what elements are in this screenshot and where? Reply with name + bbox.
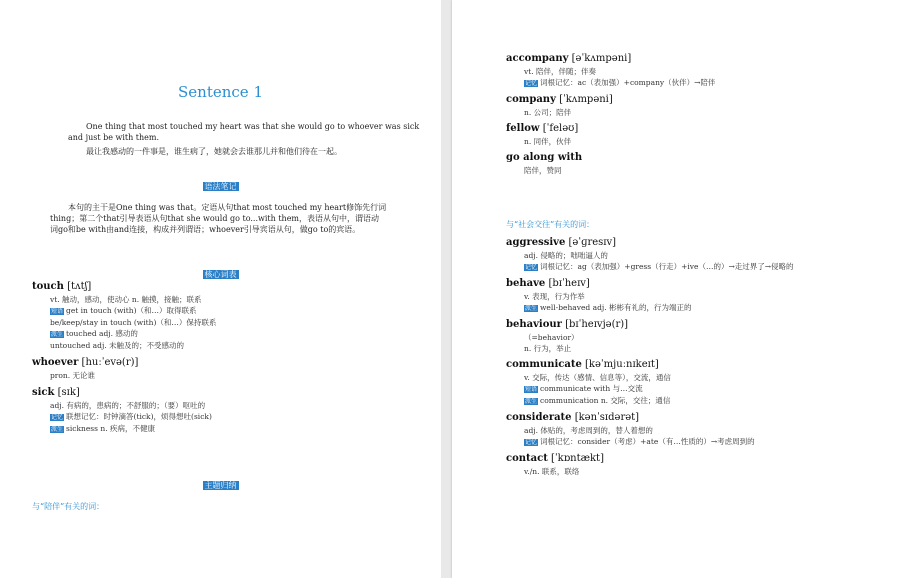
entry-line <box>32 317 432 328</box>
entry-phonetic: [huːˈevə(r)] <box>78 357 139 368</box>
entry-tag: 派生 <box>51 331 64 338</box>
left-page <box>0 0 441 578</box>
entry-text: n. 同伴，伙伴 <box>524 137 572 146</box>
entry-tag: 短语 <box>51 308 64 315</box>
vocab-entry <box>506 151 891 176</box>
entry-phonetic: [əˈkʌmpəni] <box>568 53 632 64</box>
entry-line <box>506 66 891 77</box>
entry-phonetic: [ˈkʌmpəni] <box>555 94 613 105</box>
entry-tag: 记忆 <box>525 439 538 446</box>
entry-text: be/keep/stay in touch (with)（和…）保持联系 <box>50 318 217 327</box>
entry-text: vt. 触动，感动，使动心 n. 触摸，接触；联系 <box>50 295 202 304</box>
entry-text: 联想记忆：时钟滴答(tick)，烦得想吐(sick) <box>66 412 212 421</box>
vocab-entry <box>506 93 891 118</box>
entry-text: adj. 体贴的，考虑周到的，替人着想的 <box>524 426 653 435</box>
entry-text: v. 交际，传达（感情、信息等），交流，通信 <box>524 373 671 382</box>
entry-text: touched adj. 感动的 <box>66 329 138 338</box>
entry-line <box>506 291 891 302</box>
entry-word: aggressive <box>506 237 566 248</box>
sentence-en-line2: and just be with them. <box>68 133 160 142</box>
entry-phonetic: [sɪk] <box>54 387 80 398</box>
page-gap <box>441 0 452 578</box>
entry-text: sickness n. 疾病，不健康 <box>66 424 155 433</box>
entry-text: adj. 有病的，患病的；不舒服的；（要）呕吐的 <box>50 401 206 410</box>
right-entry-list <box>506 52 891 180</box>
entry-headword <box>32 280 432 294</box>
entry-line <box>506 332 891 343</box>
entry-text: adj. 侵略的；咄咄逼人的 <box>524 251 608 260</box>
entry-line <box>506 372 891 383</box>
entry-tag: 派生 <box>525 305 538 312</box>
entry-line <box>506 261 891 273</box>
entry-line <box>506 343 891 354</box>
entry-headword <box>506 411 891 425</box>
vocab-entry <box>506 122 891 147</box>
entry-text: pron. 无论谁 <box>50 371 95 380</box>
entry-headword <box>32 386 432 400</box>
entry-text: 词根记忆：ac（表加强）+company（伙伴）→陪伴 <box>540 78 716 87</box>
entry-line <box>506 77 891 89</box>
vocab-entry <box>32 356 432 381</box>
entry-line <box>506 436 891 448</box>
entry-word: fellow <box>506 123 540 134</box>
entry-headword <box>506 318 891 332</box>
grammar-line2: thing；第二个that引导表语从句that she would go to...with them，表语从句中，谓语动 <box>50 214 380 223</box>
entry-tag: 短语 <box>525 386 538 393</box>
entry-headword <box>506 52 891 66</box>
grammar-line1: 本句的主干是One thing was that。定语从句that most touched my heart修饰先行词 <box>68 203 387 212</box>
entry-headword <box>506 358 891 372</box>
entry-line <box>32 370 432 381</box>
entry-text: （=behavior） <box>524 333 579 342</box>
entry-headword <box>506 122 891 136</box>
vocab-entry <box>506 277 891 314</box>
entry-word: whoever <box>32 357 79 368</box>
entry-phonetic: [əˈɡresɪv] <box>565 237 617 248</box>
entry-text: v./n. 联系，联络 <box>524 467 580 476</box>
entry-line <box>32 328 432 340</box>
entry-word: communicate <box>506 359 582 370</box>
vocab-entry <box>506 411 891 448</box>
sentence-zh: 最让我感动的一件事是，谁生病了，她就会去谁那儿并和他们待在一起。 <box>86 147 342 156</box>
entry-phonetic: [kəˈmjuːnɪkeɪt] <box>581 359 659 370</box>
entry-word: company <box>506 94 556 105</box>
entry-tag: 记忆 <box>525 264 538 271</box>
entry-phonetic: [tʌtʃ] <box>63 281 92 292</box>
entry-tag: 派生 <box>525 398 538 405</box>
entry-text: well-behaved adj. 彬彬有礼的，行为端正的 <box>540 303 692 312</box>
entry-text: 词根记忆：consider（考虑）+ate（有…性质的）→考虑周到的 <box>540 437 755 446</box>
core-heading: 核心词表 <box>204 270 237 279</box>
entry-line <box>506 107 891 118</box>
entry-line <box>506 466 891 477</box>
entry-line <box>506 383 891 395</box>
entry-headword <box>506 236 891 250</box>
entry-word: behave <box>506 278 546 289</box>
entry-text: untouched adj. 未触及的；不受感动的 <box>50 341 185 350</box>
vocab-entry <box>506 358 891 407</box>
entry-line <box>506 250 891 261</box>
left-entry-list <box>32 280 432 440</box>
entry-phonetic: [ˈfeləʊ] <box>539 123 579 134</box>
entry-text: n. 行为，举止 <box>524 344 572 353</box>
entry-phonetic: [ˈkɒntækt] <box>547 453 604 464</box>
entry-word: considerate <box>506 412 572 423</box>
entry-text: communication n. 交际，交往；通信 <box>540 396 671 405</box>
entry-headword <box>506 452 891 466</box>
entry-line <box>32 340 432 351</box>
vocab-entry <box>506 52 891 89</box>
entry-tag: 派生 <box>51 426 64 433</box>
entry-line <box>32 294 432 305</box>
entry-phonetic: [bɪˈheɪv] <box>545 278 590 289</box>
entry-text: get in touch (with)（和…）取得联系 <box>66 306 197 315</box>
entry-line <box>506 395 891 407</box>
entry-phonetic: [kənˈsɪdərət] <box>571 412 640 423</box>
entry-text: 陪伴，赞同 <box>524 166 562 175</box>
entry-line <box>32 400 432 411</box>
entry-text: n. 公司；陪伴 <box>524 108 572 117</box>
sentence-title: Sentence 1 <box>178 83 263 101</box>
right-page <box>452 0 900 578</box>
vocab-entry <box>32 386 432 435</box>
vocab-entry <box>506 452 891 477</box>
vocab-entry <box>506 236 891 273</box>
entry-phonetic: [bɪˈheɪvjə(r)] <box>561 319 629 330</box>
vocab-entry <box>506 318 891 354</box>
entry-headword <box>506 151 891 165</box>
entry-text: communicate with 与…交流 <box>540 384 643 393</box>
entry-line <box>506 425 891 436</box>
entry-headword <box>506 93 891 107</box>
entry-headword <box>32 356 432 370</box>
entry-word: contact <box>506 453 548 464</box>
entry-line <box>32 411 432 423</box>
entry-text: 词根记忆：ag（表加强）+gress（行走）+ive（…的）→走过界了→侵略的 <box>540 262 794 271</box>
entry-line <box>32 423 432 435</box>
entry-word: go along with <box>506 152 583 163</box>
entry-word: accompany <box>506 53 569 64</box>
grammar-line3: 词go和be with由and连接，构成并列谓语；whoever引导宾语从句，做go to的宾语。 <box>50 225 361 234</box>
social-note: 与“社会交往”有关的词： <box>506 220 595 229</box>
entry-word: sick <box>32 387 55 398</box>
vocab-entry <box>32 280 432 351</box>
entry-line <box>506 302 891 314</box>
entry-tag: 记忆 <box>525 80 538 87</box>
entry-text: vt. 陪伴，伴随；伴奏 <box>524 67 597 76</box>
entry-text: v. 表现，行为作举 <box>524 292 585 301</box>
entry-tag: 记忆 <box>51 414 64 421</box>
entry-line <box>32 305 432 317</box>
entry-line <box>506 165 891 176</box>
grammar-heading: 语法笔记 <box>204 182 237 191</box>
entry-line <box>506 136 891 147</box>
entry-word: behaviour <box>506 319 562 330</box>
sentence-en-line1: One thing that most touched my heart was that she would go to whoever was sick <box>86 122 420 131</box>
right-entry-list-2 <box>506 236 891 481</box>
topic-note: 与“陪伴”有关的词： <box>32 502 105 511</box>
entry-headword <box>506 277 891 291</box>
entry-word: touch <box>32 281 64 292</box>
topic-heading: 主题归纳 <box>204 481 237 490</box>
